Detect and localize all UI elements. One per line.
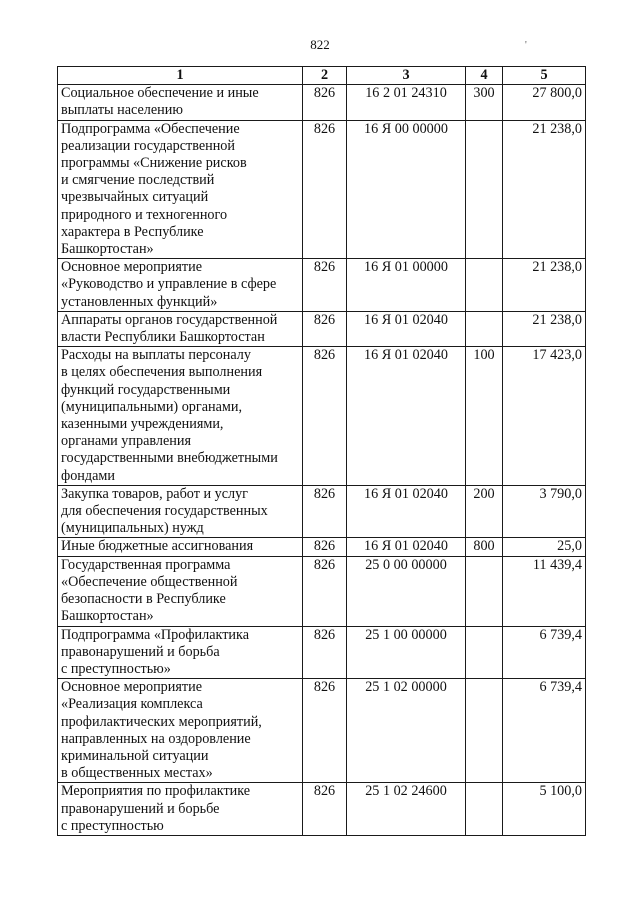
row-target-article: 25 1 02 00000 [347,679,466,783]
row-amount: 6 739,4 [503,679,586,783]
row-department-code: 826 [303,259,347,312]
header-col-3: 3 [347,67,466,85]
row-expense-type [466,259,503,312]
header-row [58,67,586,85]
row-department-code: 826 [303,538,347,556]
table-row [58,85,586,120]
row-expense-type [466,626,503,679]
row-department-code: 826 [303,783,347,836]
row-name: Закупка товаров, работ и услуг для обеспечения государственных (муниципальных) нужд [58,485,303,538]
row-amount: 25,0 [503,538,586,556]
row-name: Основное мероприятие «Руководство и управление в сфере установленных функций» [58,259,303,312]
row-target-article: 25 0 00 00000 [347,556,466,626]
table-row [58,347,586,486]
row-department-code: 826 [303,626,347,679]
row-target-article: 25 1 00 00000 [347,626,466,679]
page-number: 822 [310,37,330,52]
row-expense-type: 100 [466,347,503,486]
row-amount: 17 423,0 [503,347,586,486]
row-department-code: 826 [303,485,347,538]
header-col-5: 5 [503,67,586,85]
table-row [58,120,586,259]
row-expense-type: 300 [466,85,503,120]
table-row [58,485,586,538]
header-col-1: 1 [58,67,303,85]
row-amount: 21 238,0 [503,259,586,312]
row-department-code: 826 [303,556,347,626]
row-target-article: 16 2 01 24310 [347,85,466,120]
table-row [58,556,586,626]
row-name: Социальное обеспечение и иные выплаты населению [58,85,303,120]
row-name: Подпрограмма «Профилактика правонарушений и борьба с преступностью» [58,626,303,679]
row-expense-type [466,120,503,259]
row-expense-type [466,783,503,836]
row-department-code: 826 [303,85,347,120]
table-row [58,538,586,556]
row-target-article: 16 Я 01 00000 [347,259,466,312]
row-name: Расходы на выплаты персоналу в целях обеспечения выполнения функций государственными (муниципальными) органами, казенными учреждениями, органами управления государственными внебюджетными фондами [58,347,303,486]
row-name: Мероприятия по профилактике правонарушений и борьбе с преступностью [58,783,303,836]
row-amount: 11 439,4 [503,556,586,626]
row-department-code: 826 [303,347,347,486]
row-department-code: 826 [303,311,347,346]
row-amount: 6 739,4 [503,626,586,679]
row-amount: 27 800,0 [503,85,586,120]
row-expense-type: 800 [466,538,503,556]
table-header [58,67,586,85]
table-body [58,85,586,836]
table-row [58,259,586,312]
table-row [58,783,586,836]
table-row [58,679,586,783]
scan-mark: ' [525,40,527,51]
row-amount: 5 100,0 [503,783,586,836]
row-target-article: 25 1 02 24600 [347,783,466,836]
row-department-code: 826 [303,120,347,259]
row-target-article: 16 Я 01 02040 [347,538,466,556]
row-amount: 21 238,0 [503,311,586,346]
budget-table [57,66,586,836]
row-amount: 3 790,0 [503,485,586,538]
row-department-code: 826 [303,679,347,783]
header-col-4: 4 [466,67,503,85]
row-target-article: 16 Я 01 02040 [347,347,466,486]
row-expense-type [466,556,503,626]
row-target-article: 16 Я 01 02040 [347,311,466,346]
row-name: Основное мероприятие «Реализация комплекса профилактических мероприятий, направленных на оздоровление криминальной ситуации в общественных местах» [58,679,303,783]
row-name: Государственная программа «Обеспечение общественной безопасности в Республике Башкортостан» [58,556,303,626]
row-name: Иные бюджетные ассигнования [58,538,303,556]
header-col-2: 2 [303,67,347,85]
row-target-article: 16 Я 00 00000 [347,120,466,259]
row-expense-type [466,311,503,346]
row-expense-type: 200 [466,485,503,538]
row-target-article: 16 Я 01 02040 [347,485,466,538]
row-amount: 21 238,0 [503,120,586,259]
row-expense-type [466,679,503,783]
table-row [58,311,586,346]
table-row [58,626,586,679]
row-name: Подпрограмма «Обеспечение реализации государственной программы «Снижение рисков и смягчение последствий чрезвычайных ситуаций природного и техногенного характера в Республике Башкортостан» [58,120,303,259]
row-name: Аппараты органов государственной власти Республики Башкортостан [58,311,303,346]
